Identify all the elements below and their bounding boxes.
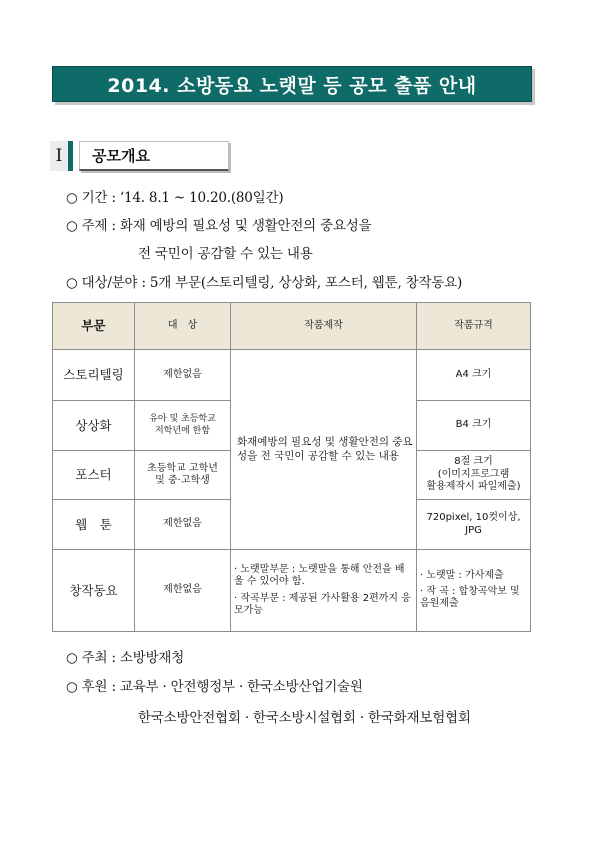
- period-line: ○ 기간 : ‘14. 8.1 ~ 10.20.(80일간): [66, 190, 284, 206]
- category-cell: 웹 툰: [53, 500, 135, 550]
- sponsor-line-2: 한국소방안전협회 · 한국소방시설협회 · 한국화재보험협회: [138, 710, 471, 726]
- host-line: ○ 주최 : 소방방재청: [66, 650, 185, 666]
- category-cell: 창작동요: [53, 550, 135, 632]
- page-title: 2014. 소방동요 노랫말 등 공모 출품 안내: [52, 66, 532, 102]
- production-cell: · 노랫말부문 : 노랫말을 통해 안전을 배울 수 있어야 함. · 작곡부문 : 제공된 가사활용 2편까지 응모가능: [231, 550, 417, 632]
- category-cell: 스토리텔링: [53, 350, 135, 401]
- header-spec: 작품규격: [417, 303, 531, 350]
- target-cell: 유아 및 초등학교 저학년에 한함: [135, 401, 231, 451]
- target-cell: 제한없음: [135, 350, 231, 401]
- table-row: [53, 350, 531, 401]
- theme-line-1: ○ 주제 : 화재 예방의 필요성 및 생활안전의 중요성을: [66, 218, 372, 234]
- spec-cell: B4 크기: [417, 401, 531, 451]
- section-number: Ⅰ: [50, 141, 73, 171]
- spec-cell: · 노랫말 : 가사제출 · 작 곡 : 합창곡악보 및 음원제출: [417, 550, 531, 632]
- header-category: 부문: [53, 303, 135, 350]
- target-cell: 제한없음: [135, 500, 231, 550]
- production-merged-cell: 화재예방의 필요성 및 생활안전의 중요성을 전 국민이 공감할 수 있는 내용: [231, 350, 417, 550]
- spec-cell: A4 크기: [417, 350, 531, 401]
- sponsor-line-1: ○ 후원 : 교육부 · 안전행정부 · 한국소방산업기술원: [66, 679, 363, 695]
- table-row: [53, 550, 531, 632]
- spec-cell: 8절 크기 (이미지프로그램 활용제작시 파일제출): [417, 451, 531, 500]
- section-title: 공모개요: [79, 141, 229, 171]
- header-target: 대 상: [135, 303, 231, 350]
- theme-line-2: 전 국민이 공감할 수 있는 내용: [138, 246, 313, 262]
- target-cell: 제한없음: [135, 550, 231, 632]
- target-cell: 초등학교 고학년 및 중·고학생: [135, 451, 231, 500]
- category-cell: 상상화: [53, 401, 135, 451]
- header-production: 작품제작: [231, 303, 417, 350]
- target-line: ○ 대상/분야 : 5개 부문(스토리텔링, 상상화, 포스터, 웹툰, 창작동요): [66, 275, 463, 291]
- table-header-row: [53, 303, 531, 350]
- spec-cell: 720pixel, 10컷이상, JPG: [417, 500, 531, 550]
- category-cell: 포스터: [53, 451, 135, 500]
- contest-table: [52, 302, 531, 632]
